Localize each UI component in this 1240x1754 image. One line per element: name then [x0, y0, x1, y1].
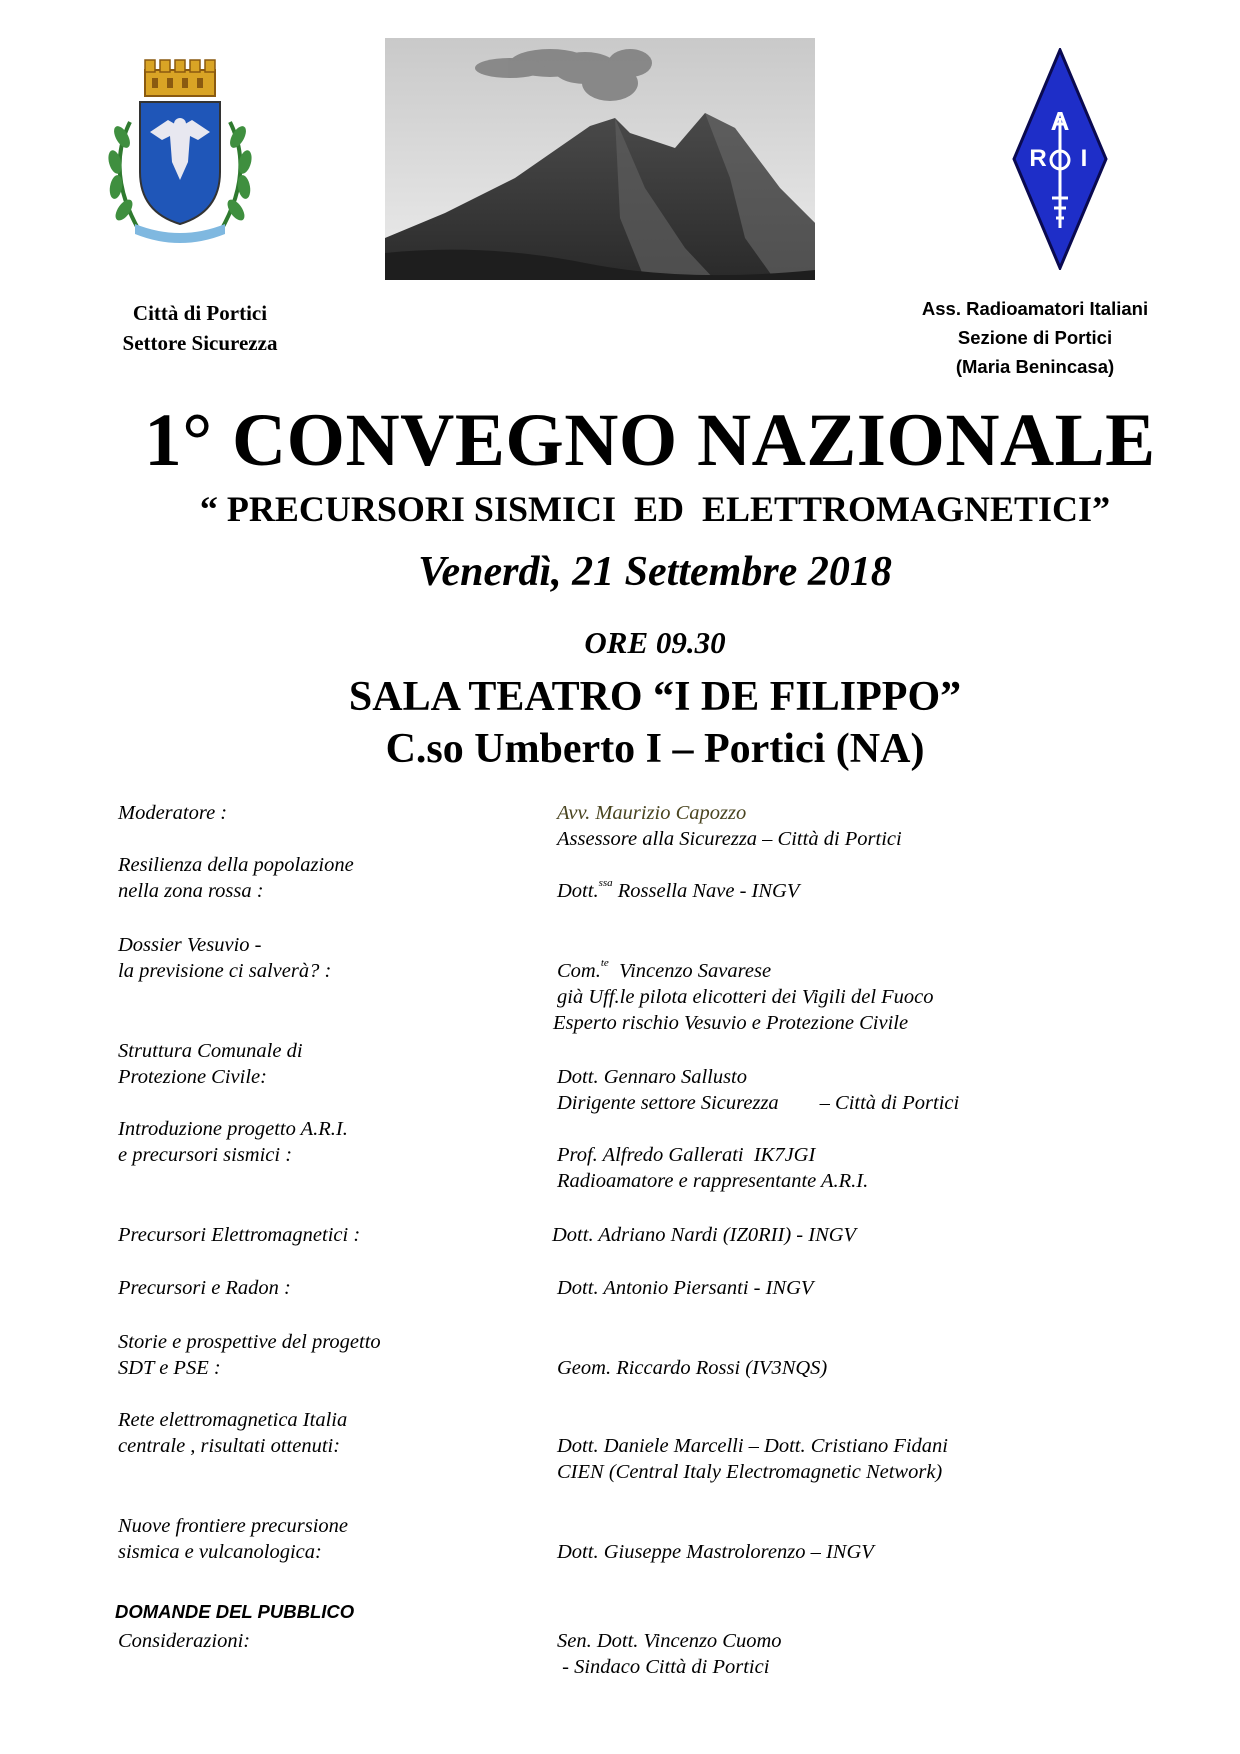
item2-speaker: [557, 958, 771, 984]
item3-role: Dirigente settore Sicurezza – Città di Portici: [557, 1092, 960, 1114]
item4-speaker: Prof. Alfredo Gallerati IK7JGI: [557, 1144, 816, 1166]
portici-coat-of-arms-logo: [100, 52, 260, 257]
right-org-line-2: Sezione di Portici: [957, 327, 1113, 348]
item2-speaker-title: Com.: [557, 960, 601, 982]
item1-speaker: [557, 878, 799, 904]
right-org-line-1: Ass. Radioamatori Italiani: [921, 298, 1149, 319]
item9-label-line1: Nuove frontiere precursione: [118, 1515, 349, 1537]
item2-label-line1: Dossier Vesuvio -: [118, 934, 262, 956]
item2-label-line2: la previsione ci salverà? :: [118, 960, 332, 982]
item8-label-line2: centrale , risultati ottenuti:: [118, 1435, 341, 1457]
left-org-line-2: Settore Sicurezza: [122, 331, 278, 355]
vesuvius-photo: [385, 38, 815, 280]
item4-role: Radioamatore e rappresentante A.R.I.: [557, 1170, 869, 1192]
moderator-role: Assessore alla Sicurezza – Città di Portici: [557, 828, 902, 850]
item4-label-line2: e precursori sismici :: [118, 1144, 293, 1166]
item7-speaker: Geom. Riccardo Rossi (IV3NQS): [557, 1357, 828, 1379]
item1-label-line2: nella zona rossa :: [118, 880, 264, 902]
closing-role: - Sindaco Città di Portici: [557, 1656, 770, 1678]
right-org-line-3: (Maria Benincasa): [955, 356, 1115, 377]
questions-heading: DOMANDE DEL PUBBLICO: [115, 1601, 355, 1622]
item1-speaker-sup: ssa: [598, 877, 613, 890]
item8-label-line1: Rete elettromagnetica Italia: [118, 1409, 348, 1431]
item7-label-line2: SDT e PSE :: [118, 1357, 221, 1379]
moderator-label: Moderatore :: [118, 802, 228, 824]
svg-text:A: A: [1050, 106, 1070, 136]
item9-label-line2: sismica e vulcanologica:: [118, 1541, 322, 1563]
event-title: 1° CONVEGNO NAZIONALE: [144, 399, 1156, 482]
event-date: Venerdì, 21 Settembre 2018: [418, 549, 892, 595]
item1-speaker-title: Dott.: [557, 880, 599, 902]
item4-label-line1: Introduzione progetto A.R.I.: [118, 1118, 348, 1140]
closing-label: Considerazioni:: [118, 1630, 251, 1652]
left-organization: [85, 298, 315, 358]
ari-diamond-logo: [1010, 48, 1110, 270]
svg-text:R: R: [1029, 145, 1047, 172]
left-org-line-1: Città di Portici: [132, 301, 268, 325]
event-venue: SALA TEATRO “I DE FILIPPO”: [348, 674, 962, 720]
item2-speaker-sup: te: [600, 957, 609, 970]
item2-role-line3: Esperto rischio Vesuvio e Protezione Civile: [553, 1012, 909, 1034]
item3-label-line1: Struttura Comunale di: [118, 1040, 303, 1062]
item9-speaker: Dott. Giuseppe Mastrolorenzo – INGV: [557, 1541, 874, 1563]
item6-speaker: Dott. Antonio Piersanti - INGV: [557, 1277, 814, 1299]
item8-speaker: Dott. Daniele Marcelli – Dott. Cristiano Fidani: [557, 1435, 948, 1457]
event-subtitle: “ PRECURSORI SISMICI ED ELETTROMAGNETICI”: [199, 489, 1111, 529]
item5-label: Precursori Elettromagnetici :: [118, 1224, 361, 1246]
item3-label-line2: Protezione Civile:: [118, 1066, 267, 1088]
item1-speaker-name: Rossella Nave - INGV: [612, 880, 800, 902]
right-organization: [885, 294, 1185, 381]
svg-text:I: I: [1080, 145, 1088, 172]
closing-speaker: Sen. Dott. Vincenzo Cuomo: [557, 1630, 782, 1652]
item1-label-line1: Resilienza della popolazione: [118, 854, 354, 876]
event-time: ORE 09.30: [584, 625, 726, 660]
moderator-name: Avv. Maurizio Capozzo: [557, 802, 747, 824]
item5-speaker: Dott. Adriano Nardi (IZ0RII) - INGV: [552, 1224, 857, 1246]
item2-speaker-name: Vincenzo Savarese: [608, 960, 772, 982]
item8-role: CIEN (Central Italy Electromagnetic Network): [557, 1461, 943, 1483]
item7-label-line1: Storie e prospettive del progetto: [118, 1331, 381, 1353]
item3-speaker: Dott. Gennaro Sallusto: [557, 1066, 748, 1088]
item2-role-line2: già Uff.le pilota elicotteri dei Vigili del Fuoco: [557, 986, 934, 1008]
event-address: C.so Umberto I – Portici (NA): [385, 726, 925, 772]
item6-label: Precursori e Radon :: [118, 1277, 291, 1299]
